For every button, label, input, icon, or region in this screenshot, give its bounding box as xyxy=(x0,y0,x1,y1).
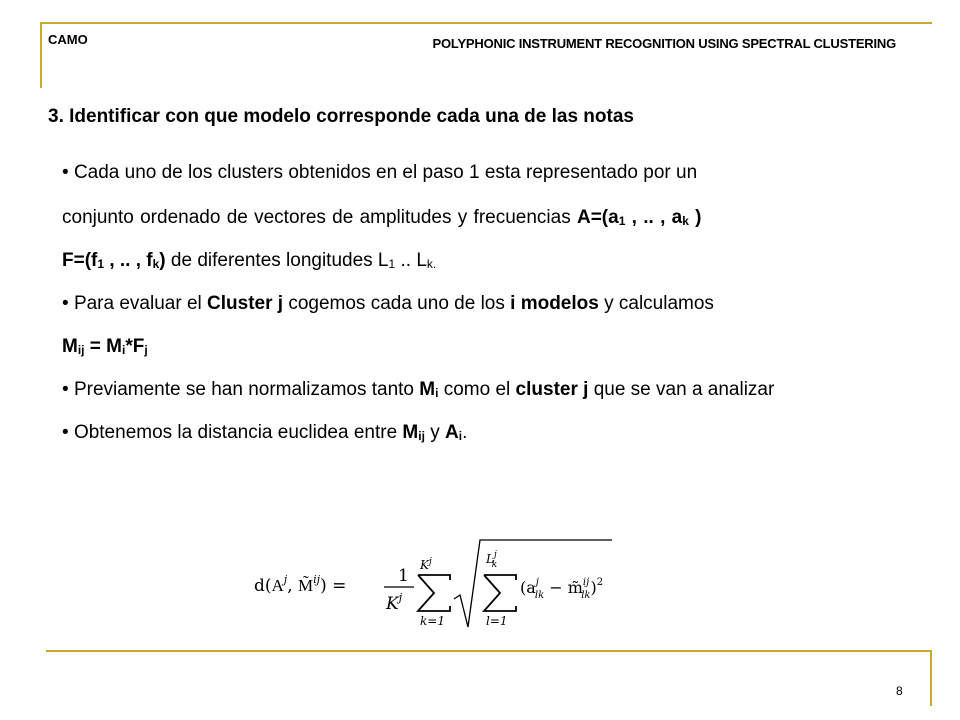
header-rule-left xyxy=(40,22,42,88)
distance-formula xyxy=(254,537,614,633)
bullet-4: • Obtenemos la distancia euclidea entre Mij y Ai. xyxy=(62,422,468,443)
footer-rule-bottom xyxy=(46,650,932,652)
presentation-title: POLYPHONIC INSTRUMENT RECOGNITION USING SPECTRAL CLUSTERING xyxy=(432,36,896,51)
summand: ($a^j$ lk − m̃$^{ij}$ lk)$^2$ xyxy=(520,577,604,601)
inner-sigma-icon xyxy=(484,575,516,611)
slide-heading: 3. Identificar con que modelo corresponde cada una de las notas xyxy=(48,106,634,127)
fraction-numerator: 1 xyxy=(398,566,409,586)
page-number: 8 xyxy=(896,684,903,698)
bullet-1-line-3: F=(f1 , .. , fk) de diferentes longitudes L1 .. Lk. xyxy=(62,250,437,271)
frequency-vector: F=(f1 , .. , fk) xyxy=(62,250,166,271)
bullet-2-equation: Mij = Mi*Fj xyxy=(62,336,148,357)
organization-label: CAMO xyxy=(48,32,88,47)
inner-sum-lower: l=1 xyxy=(486,614,508,628)
bullet-2-line-1: • Para evaluar el Cluster j cogemos cada uno de los i modelos y calculamos xyxy=(62,293,714,314)
outer-sum-upper: $K^j$ xyxy=(420,557,432,572)
svg-text:d(Aj, M̃ij) =: $d(A^j$, M̃$^{ij}$) = xyxy=(254,573,347,596)
outer-sum-lower: k=1 xyxy=(420,614,445,628)
fraction-denominator: $K^j$ xyxy=(386,591,403,614)
bullet-1-line-1: • Cada uno de los clusters obtenidos en el paso 1 esta representado por un xyxy=(62,162,698,183)
footer-rule-right xyxy=(930,650,932,706)
bullet-3: • Previamente se han normalizamos tanto Mi como el cluster j que se van a analizar xyxy=(62,379,775,400)
outer-sigma-icon xyxy=(418,575,450,611)
amplitude-vector: A=(a1 , .. , ak ) xyxy=(576,207,702,228)
header-rule-top xyxy=(40,22,932,24)
inner-sum-upper: $L^j$ k xyxy=(486,550,498,570)
bullet-1-line-2: conjunto ordenado de vectores de amplitudes y frecuencias A=(a1 , .. , ak ) xyxy=(62,207,702,228)
